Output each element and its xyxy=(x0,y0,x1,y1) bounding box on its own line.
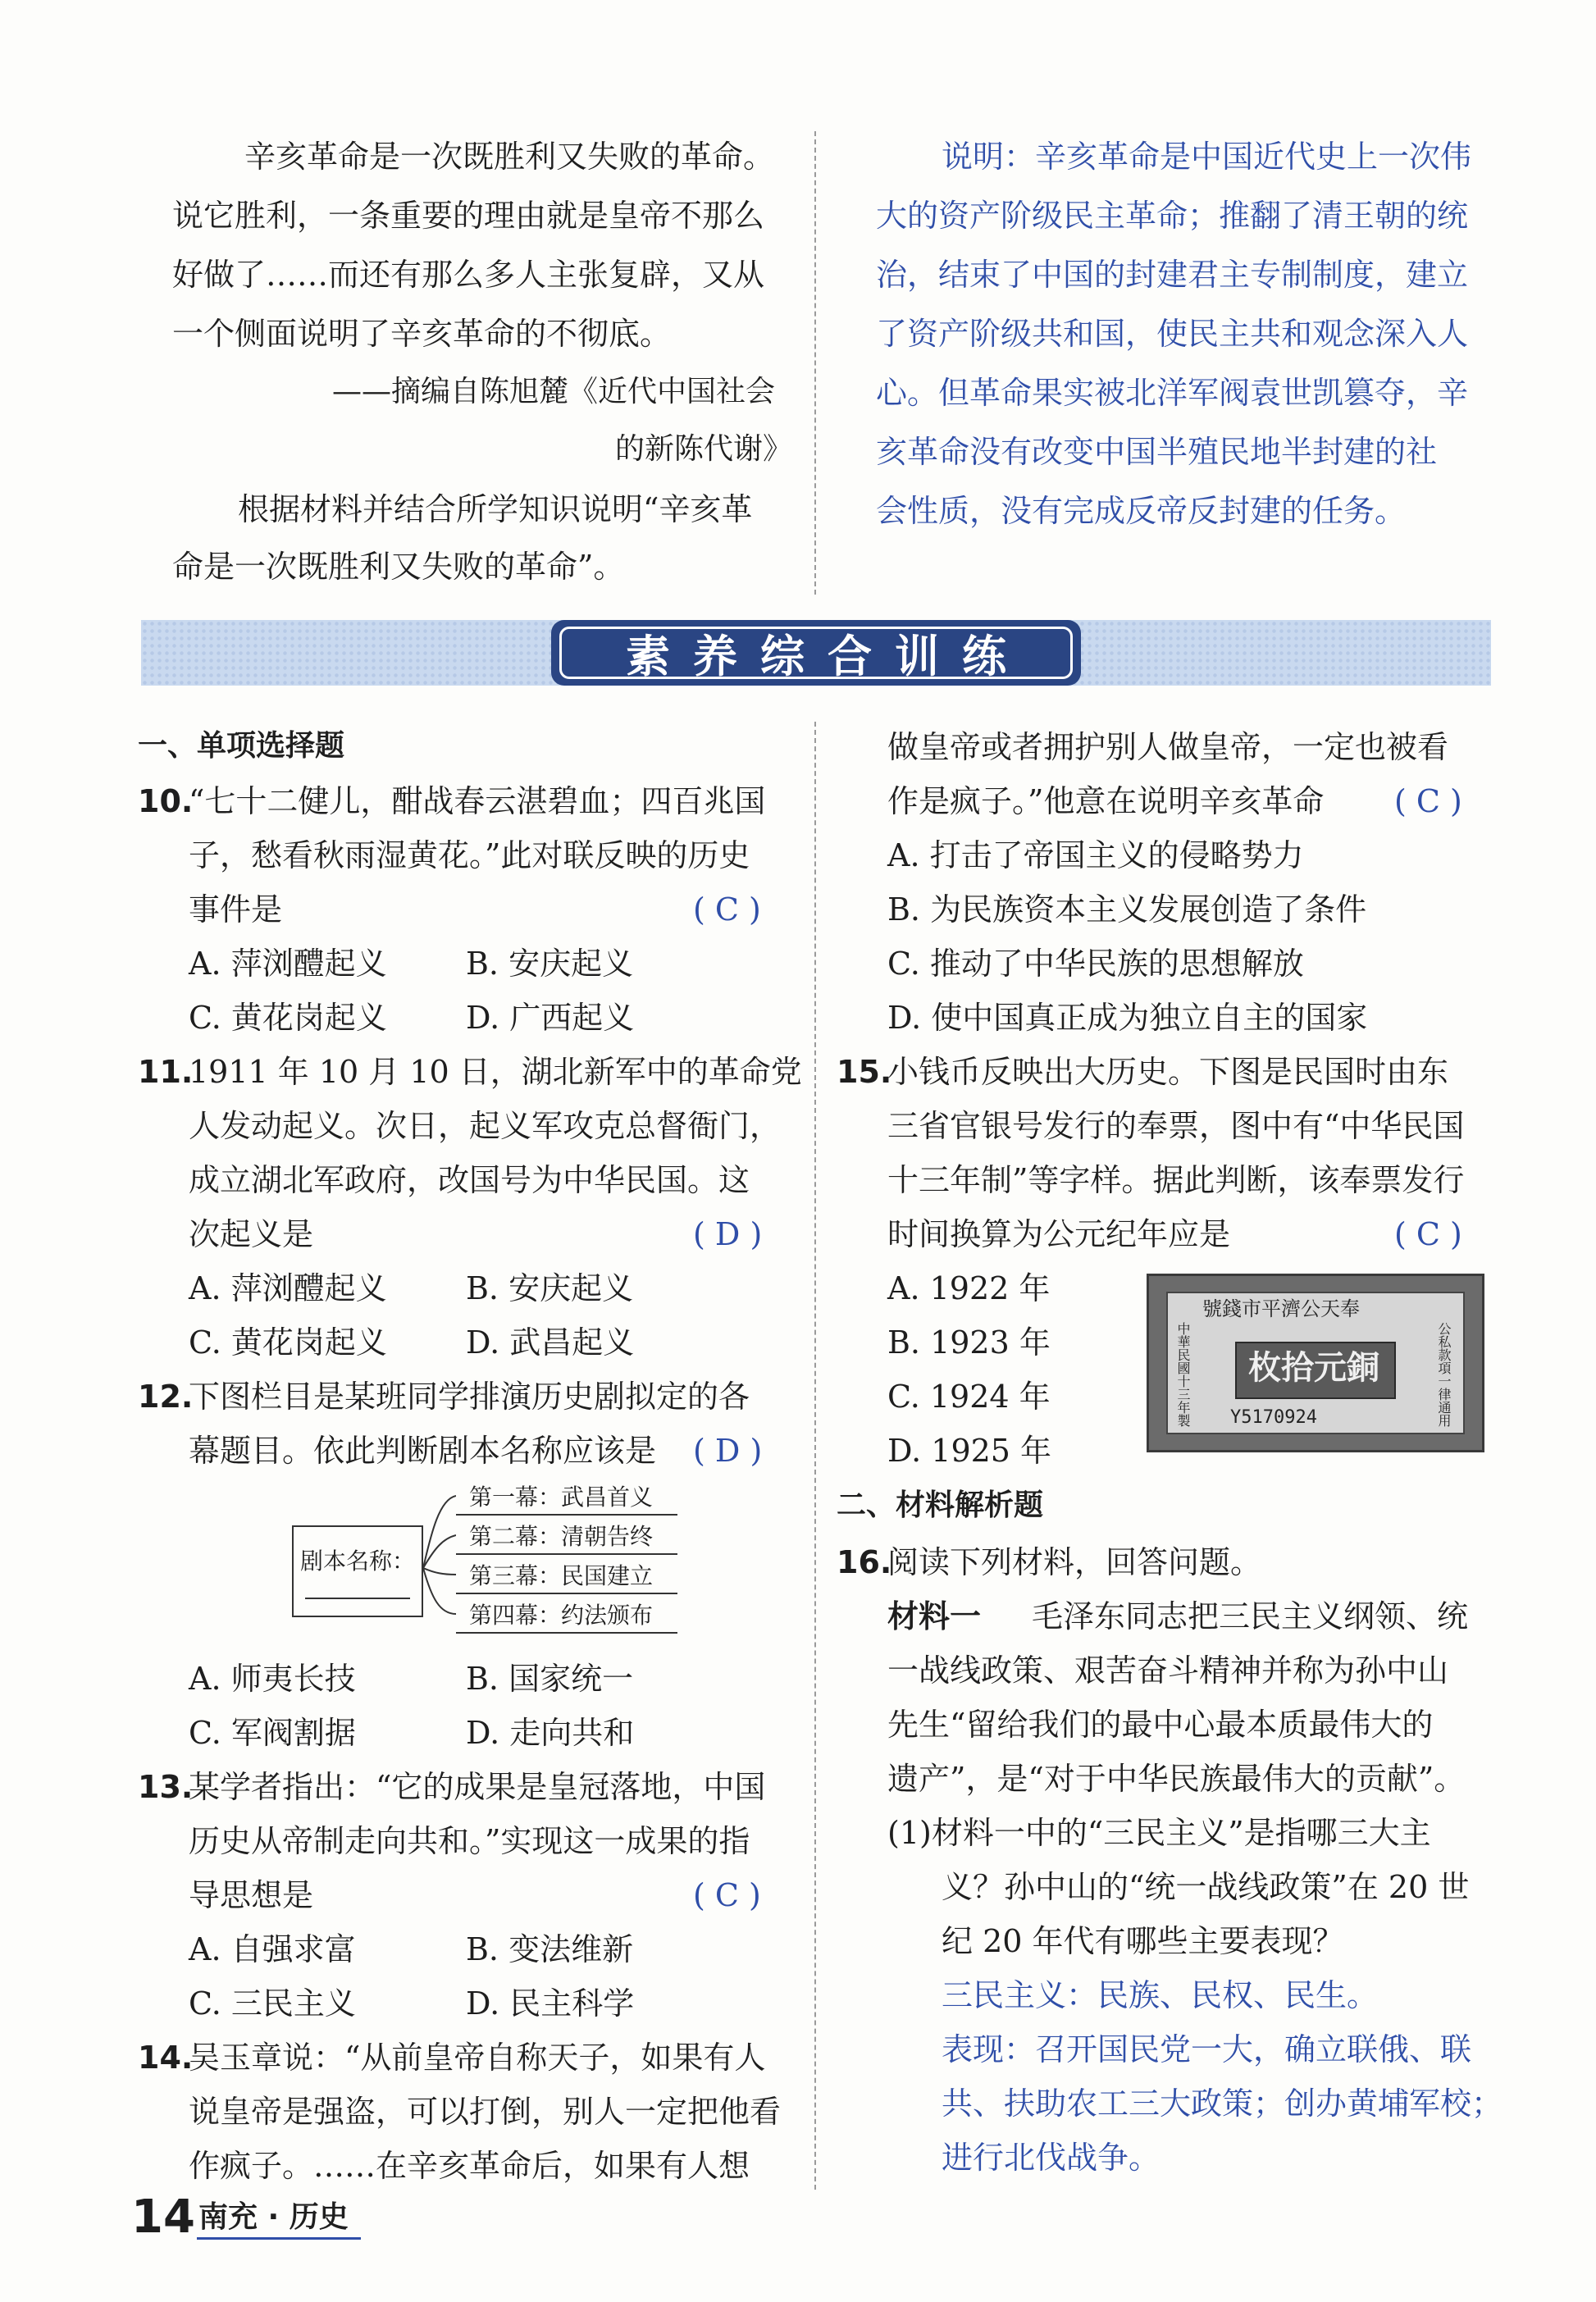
material-label: 材料一 xyxy=(887,1598,982,1634)
question-line: 历史从帝制走向共和。”实现这一成果的指 xyxy=(189,1823,750,1859)
option-a: A. 萍浏醴起义 xyxy=(189,1270,387,1306)
question-line: 子，愁看秋雨湿黄花。”此对联反映的历史 xyxy=(189,837,750,873)
answer-choice: ( D ) xyxy=(693,1433,763,1469)
banknote-denomination: 枚拾元銅 xyxy=(1248,1348,1379,1387)
act-underline xyxy=(456,1514,677,1516)
banknote-left-text: 中華民國十三年製 xyxy=(1175,1322,1191,1427)
answer-choice: ( C ) xyxy=(693,1877,761,1913)
option-d: D. 武昌起义 xyxy=(466,1324,635,1361)
option-c: C. 黄花岗起义 xyxy=(189,1324,387,1361)
answer-line: 大的资产阶级民主革命；推翻了清王朝的统 xyxy=(876,198,1469,234)
answer-line: 心。但革命果实被北洋军阀袁世凯篡夺，辛 xyxy=(876,375,1469,411)
act-item: 第三幕：民国建立 xyxy=(469,1562,654,1589)
option-c: C. 三民主义 xyxy=(189,1985,356,2022)
act-underline xyxy=(456,1553,677,1555)
answer-line: 亥革命没有改变中国半殖民地半封建的社 xyxy=(876,434,1438,470)
quote-source: 的新陈代谢》 xyxy=(615,432,793,466)
act-item: 第二幕：清朝告终 xyxy=(469,1523,654,1550)
option-b: B. 变法维新 xyxy=(466,1931,634,1967)
option-d: D. 1925 年 xyxy=(887,1433,1052,1469)
material-line: 先生“留给我们的最中心最本质最伟大的 xyxy=(887,1707,1434,1743)
question-line: 成立湖北军政府，改国号为中华民国。这 xyxy=(189,1162,750,1198)
question-line: 作疯子。……在辛亥革命后，如果有人想 xyxy=(189,2148,750,2184)
option-a: A. 萍浏醴起义 xyxy=(189,946,387,982)
quote-line: 说它胜利，一条重要的理由就是皇帝不那么 xyxy=(172,198,765,234)
question-line: 小钱币反映出大历史。下图是民国时由东 xyxy=(887,1054,1449,1090)
question-line: 命是一次既胜利又失败的革命”。 xyxy=(172,549,625,585)
option-b: B. 1923 年 xyxy=(887,1324,1051,1361)
question-line: 下图栏目是某班同学排演历史剧拟定的各 xyxy=(189,1379,750,1415)
answer-choice: ( C ) xyxy=(1394,783,1462,819)
material-line: 一战线政策、艰苦奋斗精神并称为孙中山 xyxy=(887,1652,1449,1689)
subquestion-line: 义？孙中山的“统一战线政策”在 20 世 xyxy=(942,1869,1470,1905)
subquestion-line: 纪 20 年代有哪些主要表现？ xyxy=(942,1923,1344,1959)
answer-line: 说明：辛亥革命是中国近代史上一次伟 xyxy=(942,139,1472,175)
section-title: 一、单项选择题 xyxy=(138,729,345,763)
column-divider xyxy=(814,131,816,595)
act-item: 第一幕：武昌首义 xyxy=(469,1484,654,1511)
question-line: “七十二健儿，酣战春云湛碧血；四百兆国 xyxy=(189,783,766,819)
option-d: D. 走向共和 xyxy=(466,1715,635,1751)
question-number: 13. xyxy=(138,1769,194,1805)
act-item: 第四幕：约法颁布 xyxy=(469,1602,654,1629)
column-divider xyxy=(814,722,816,2190)
question-number: 14. xyxy=(138,2040,194,2076)
answer-line: 治，结束了中国的封建君主专制制度，建立 xyxy=(876,257,1469,293)
quote-line: 辛亥革命是一次既胜利又失败的革命。 xyxy=(244,139,775,175)
question-line: 某学者指出：“它的成果是皇冠落地，中国 xyxy=(189,1769,766,1805)
question-line: 三省官银号发行的奉票，图中有“中华民国 xyxy=(887,1108,1465,1144)
option-a: A. 打击了帝国主义的侵略势力 xyxy=(887,837,1304,873)
question-number: 15. xyxy=(837,1054,892,1090)
question-line: 次起义是 xyxy=(189,1216,314,1252)
play-title-label: 剧本名称： xyxy=(300,1548,416,1575)
material-line: 遗产”，是“对于中华民族最伟大的贡献”。 xyxy=(887,1761,1466,1797)
question-line: 做皇帝或者拥护别人做皇帝，一定也被看 xyxy=(887,729,1449,765)
answer-choice: ( D ) xyxy=(693,1216,763,1252)
quote-line: 好做了……而还有那么多人主张复辟，又从 xyxy=(172,257,765,293)
answer-line: 三民主义：民族、民权、民生。 xyxy=(942,1977,1379,2013)
question-number: 11. xyxy=(138,1054,194,1090)
option-c: C. 1924 年 xyxy=(887,1379,1051,1415)
banknote-header: 號錢市平濟公天奉 xyxy=(1202,1297,1360,1320)
question-line: 作是疯子。”他意在说明辛亥革命 xyxy=(887,783,1325,819)
option-d: D. 广西起义 xyxy=(466,1000,635,1036)
question-number: 16. xyxy=(837,1544,892,1580)
act-underline xyxy=(456,1593,677,1594)
question-line: 人发动起义。次日，起义军攻克总督衙门， xyxy=(189,1108,782,1144)
quote-line: 一个侧面说明了辛亥革命的不彻底。 xyxy=(172,316,672,352)
answer-line: 共、扶助农工三大政策；创办黄埔军校； xyxy=(942,2085,1503,2122)
question-line: 吴玉章说：“从前皇帝自称天子，如果有人 xyxy=(189,2040,766,2076)
answer-line: 表现：召开国民党一大，确立联俄、联 xyxy=(942,2031,1472,2067)
answer-choice: ( C ) xyxy=(1394,1216,1462,1252)
question-line: 十三年制”等字样。据此判断，该奉票发行 xyxy=(887,1162,1465,1198)
question-line: 导思想是 xyxy=(189,1877,314,1913)
book-label: 南充 · 历史 xyxy=(198,2200,349,2234)
question-line: 时间换算为公元纪年应是 xyxy=(887,1216,1231,1252)
option-c: C. 推动了中华民族的思想解放 xyxy=(887,946,1304,982)
question-line: 阅读下列材料，回答问题。 xyxy=(887,1544,1262,1580)
quote-source: ——摘编自陈旭麓《近代中国社会 xyxy=(332,375,776,408)
question-line: 1911 年 10 月 10 日，湖北新军中的革命党 xyxy=(189,1054,802,1090)
banknote-right-text: 公私款項一律通用 xyxy=(1436,1322,1452,1427)
banner-title: 素养综合训练 xyxy=(626,630,1029,682)
option-b: B. 国家统一 xyxy=(466,1661,634,1697)
blank-line xyxy=(305,1598,410,1599)
page-number: 14 xyxy=(131,2190,195,2244)
question-number: 12. xyxy=(138,1379,194,1415)
option-b: B. 安庆起义 xyxy=(466,946,634,982)
option-d: D. 使中国真正成为独立自主的国家 xyxy=(887,1000,1368,1036)
section-title: 二、材料解析题 xyxy=(837,1488,1044,1522)
option-a: A. 自强求富 xyxy=(189,1931,356,1967)
bracket-lines xyxy=(423,1483,456,1635)
answer-choice: ( C ) xyxy=(693,891,761,928)
option-a: A. 1922 年 xyxy=(887,1270,1051,1306)
option-c: C. 黄花岗起义 xyxy=(189,1000,387,1036)
material-line: 毛泽东同志把三民主义纲领、统 xyxy=(1032,1598,1469,1634)
answer-line: 会性质，没有完成反帝反封建的任务。 xyxy=(876,493,1407,529)
act-underline xyxy=(456,1632,677,1634)
question-number: 10. xyxy=(138,783,194,819)
answer-line: 进行北伐战争。 xyxy=(942,2140,1161,2176)
question-line: 说皇帝是强盗，可以打倒，别人一定把他看 xyxy=(189,2094,782,2130)
footer-underline xyxy=(197,2237,361,2240)
subquestion-line: (1)材料一中的“三民主义”是指哪三大主 xyxy=(887,1815,1431,1851)
option-c: C. 军阀割据 xyxy=(189,1715,356,1751)
question-line: 幕题目。依此判断剧本名称应该是 xyxy=(189,1433,657,1469)
answer-line: 了资产阶级共和国，使民主共和观念深入人 xyxy=(876,316,1469,352)
option-d: D. 民主科学 xyxy=(466,1985,635,2022)
option-a: A. 师夷长技 xyxy=(189,1661,356,1697)
option-b: B. 安庆起义 xyxy=(466,1270,634,1306)
question-line: 根据材料并结合所学知识说明“辛亥革 xyxy=(238,491,753,527)
option-b: B. 为民族资本主义发展创造了条件 xyxy=(887,891,1367,928)
question-line: 事件是 xyxy=(189,891,283,928)
banknote-serial: Y5170924 xyxy=(1230,1407,1317,1428)
